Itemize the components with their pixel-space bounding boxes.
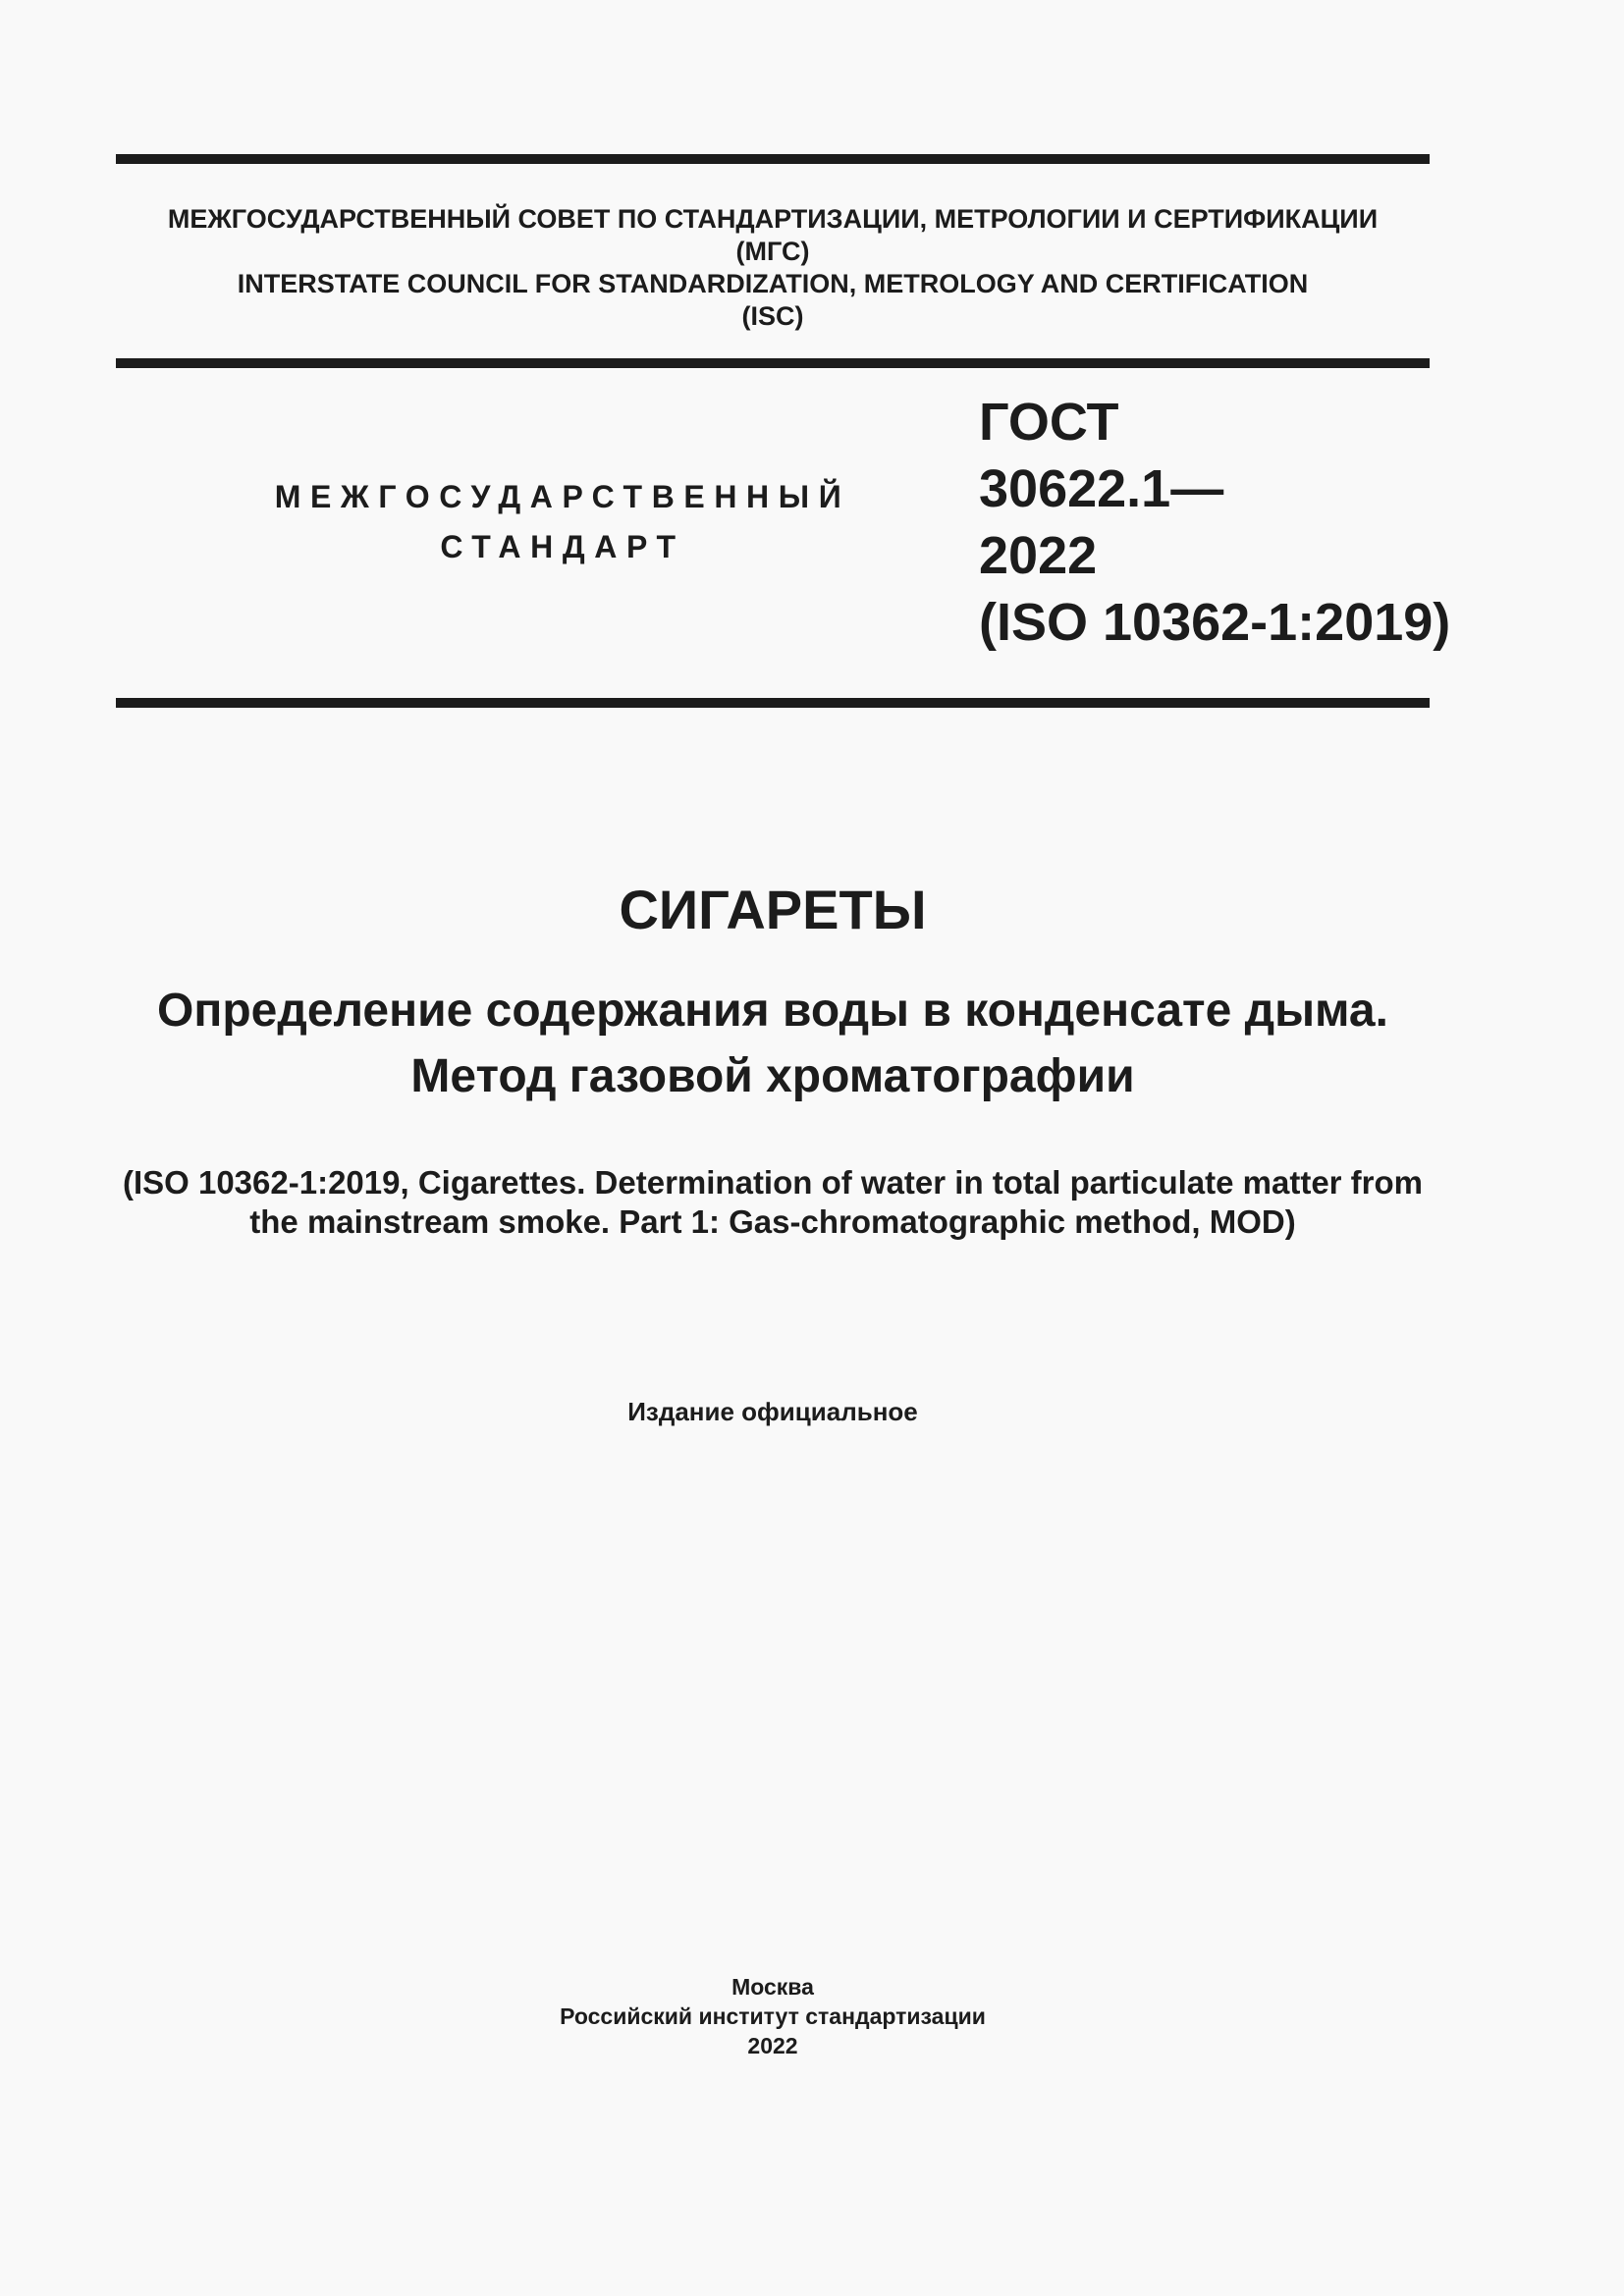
iso-reference-line2: the mainstream smoke. Part 1: Gas-chromatographic method, MOD): [249, 1203, 1296, 1240]
designation-number: 30622.1—: [979, 459, 1224, 518]
standard-type: [175, 472, 950, 572]
middle-rule: [116, 358, 1430, 368]
publisher-city: Москва: [731, 1974, 814, 2000]
publisher-block: [116, 1972, 1430, 2060]
council-name-ru: МЕЖГОСУДАРСТВЕННЫЙ СОВЕТ ПО СТАНДАРТИЗАЦИИ, МЕТРОЛОГИИ И СЕРТИФИКАЦИИ: [167, 204, 1379, 234]
council-abbr-en: (ISC): [741, 301, 804, 331]
document-title: СИГАРЕТЫ: [619, 879, 927, 940]
standard-type-line1: МЕЖГОСУДАРСТВЕННЫЙ: [274, 479, 851, 514]
edition-label: Издание официальное: [627, 1397, 918, 1426]
publisher-year: 2022: [747, 2033, 798, 2058]
bottom-rule: [116, 698, 1430, 708]
subtitle-line2: Метод газовой хроматографии: [410, 1050, 1135, 1102]
council-header: [116, 203, 1430, 333]
standard-type-line2: СТАНДАРТ: [440, 529, 685, 564]
standard-designation: [979, 389, 1450, 656]
top-rule: [116, 154, 1430, 164]
designation-iso: (ISO 10362-1:2019): [979, 593, 1451, 652]
designation-prefix: ГОСТ: [979, 393, 1119, 452]
publisher-name: Российский институт стандартизации: [560, 2003, 986, 2029]
document-subtitle: [79, 978, 1467, 1109]
subtitle-line1: Определение содержания воды в конденсате дыма.: [157, 985, 1388, 1037]
iso-reference-line1: (ISO 10362-1:2019, Cigarettes. Determination of water in total particulate matter from: [122, 1164, 1424, 1201]
council-abbr-ru: (МГС): [735, 237, 810, 266]
designation-year: 2022: [979, 526, 1098, 585]
council-name-en: INTERSTATE COUNCIL FOR STANDARDIZATION, METROLOGY AND CERTIFICATION: [237, 269, 1309, 298]
iso-reference: [79, 1163, 1467, 1242]
